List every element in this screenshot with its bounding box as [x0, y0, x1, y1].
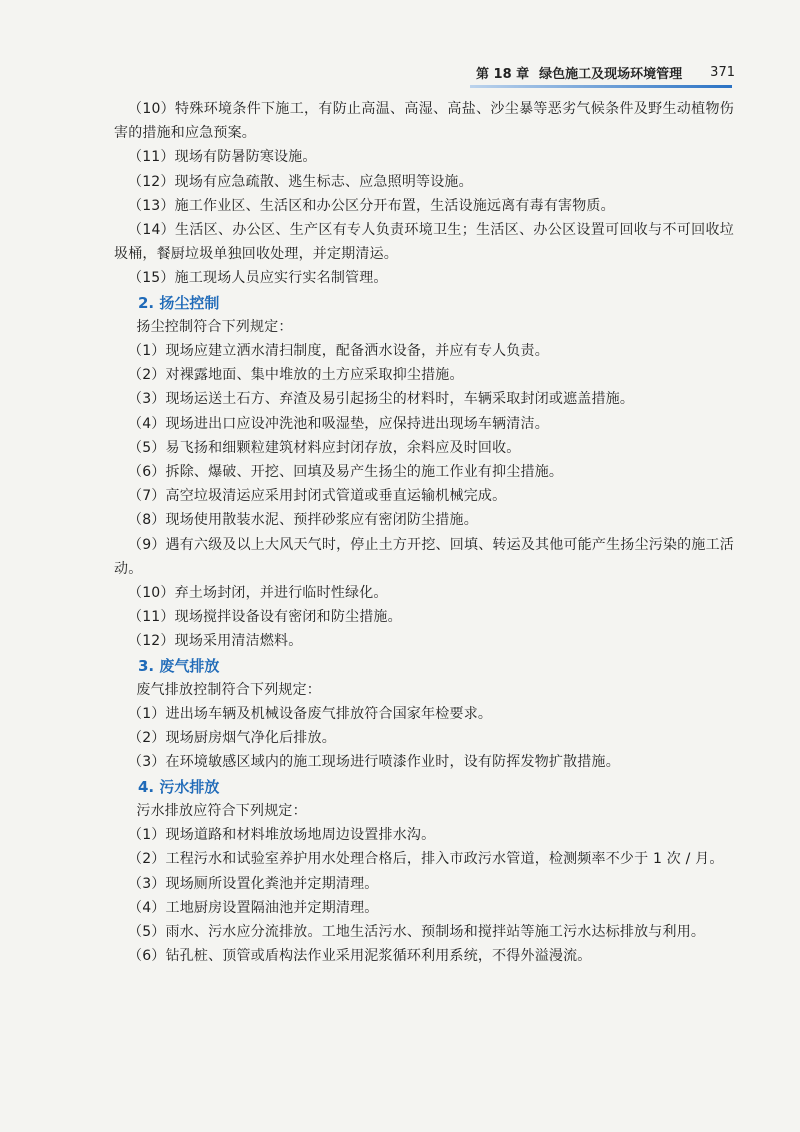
page-body	[114, 97, 734, 968]
list-item: （2）工程污水和试验室养护用水处理合格后，排入市政污水管道，检测频率不少于 1 次 / 月。	[128, 851, 724, 868]
page-number: 371	[710, 64, 735, 80]
list-item: （3）现场厕所设置化粪池并定期清理。	[128, 875, 379, 892]
list-item: （4）现场进出口应设冲洗池和吸湿垫，应保持进出现场车辆清洁。	[128, 415, 549, 432]
list-item: （3）在环境敏感区域内的施工现场进行喷漆作业时，设有防挥发物扩散措施。	[128, 754, 620, 771]
list-item: （8）现场使用散装水泥、预拌砂浆应有密闭防尘措施。	[128, 512, 478, 529]
chapter-title: 绿色施工及现场环境管理	[539, 66, 683, 82]
section-lead: 扬尘控制符合下列规定：	[136, 318, 293, 335]
list-item: （2）现场厨房烟气净化后排放。	[128, 730, 336, 747]
header-divider	[470, 85, 732, 88]
list-item: （9）遇有六级及以上大风天气时，停止土方开挖、回填、转运及其他可能产生扬尘污染的施工活动。	[114, 536, 734, 577]
list-item: （15）施工现场人员应实行实名制管理。	[128, 270, 388, 287]
list-item: （6）钻孔桩、顶管或盾构法作业采用泥浆循环利用系统，不得外溢漫流。	[128, 948, 592, 965]
list-item: （4）工地厨房设置隔油池并定期清理。	[128, 899, 379, 916]
running-header	[476, 62, 735, 82]
list-item: （5）易飞扬和细颗粒建筑材料应封闭存放，余料应及时回收。	[128, 439, 521, 456]
list-item: （11）现场有防暑防寒设施。	[128, 149, 317, 166]
list-item: （7）高空垃圾清运应采用封闭式管道或垂直运输机械完成。	[128, 488, 507, 505]
list-item: （12）现场采用清洁燃料。	[128, 633, 303, 650]
list-item: （12）现场有应急疏散、逃生标志、应急照明等设施。	[128, 173, 473, 190]
list-item: （6）拆除、爆破、开挖、回填及易产生扬尘的施工作业有抑尘措施。	[128, 464, 564, 481]
list-item: （1）进出场车辆及机械设备废气排放符合国家年检要求。	[128, 706, 493, 723]
section-heading-exhaust-emission: 3. 废气排放	[138, 656, 220, 675]
chapter-number: 第 18 章	[476, 66, 530, 82]
section-lead: 废气排放控制符合下列规定：	[136, 681, 321, 698]
list-item: （3）现场运送土石方、弃渣及易引起扬尘的材料时，车辆采取封闭或遮盖措施。	[128, 391, 635, 408]
list-item: （11）现场搅拌设备设有密闭和防尘措施。	[128, 609, 402, 626]
list-item: （14）生活区、办公区、生产区有专人负责环境卫生；生活区、办公区设置可回收与不可回收垃圾桶，餐厨垃圾单独回收处理，并定期清运。	[114, 222, 734, 263]
list-item: （2）对裸露地面、集中堆放的土方应采取抑尘措施。	[128, 367, 464, 384]
list-item: （10）弃土场封闭，并进行临时性绿化。	[128, 585, 388, 602]
section-heading-dust-control: 2. 扬尘控制	[138, 293, 220, 312]
section-lead: 污水排放应符合下列规定：	[136, 802, 307, 819]
list-item: （13）施工作业区、生活区和办公区分开布置，生活设施远离有毒有害物质。	[128, 197, 615, 214]
section-heading-wastewater-discharge: 4. 污水排放	[138, 777, 220, 796]
list-item: （1）现场应建立洒水清扫制度，配备洒水设备，并应有专人负责。	[128, 343, 549, 360]
list-item: （5）雨水、污水应分流排放。工地生活污水、预制场和搅拌站等施工污水达标排放与利用。	[128, 923, 706, 940]
list-item: （10）特殊环境条件下施工，有防止高温、高湿、高盐、沙尘暴等恶劣气候条件及野生动植物伤害的措施和应急预案。	[114, 101, 734, 142]
list-item: （1）现场道路和材料堆放场地周边设置排水沟。	[128, 827, 436, 844]
